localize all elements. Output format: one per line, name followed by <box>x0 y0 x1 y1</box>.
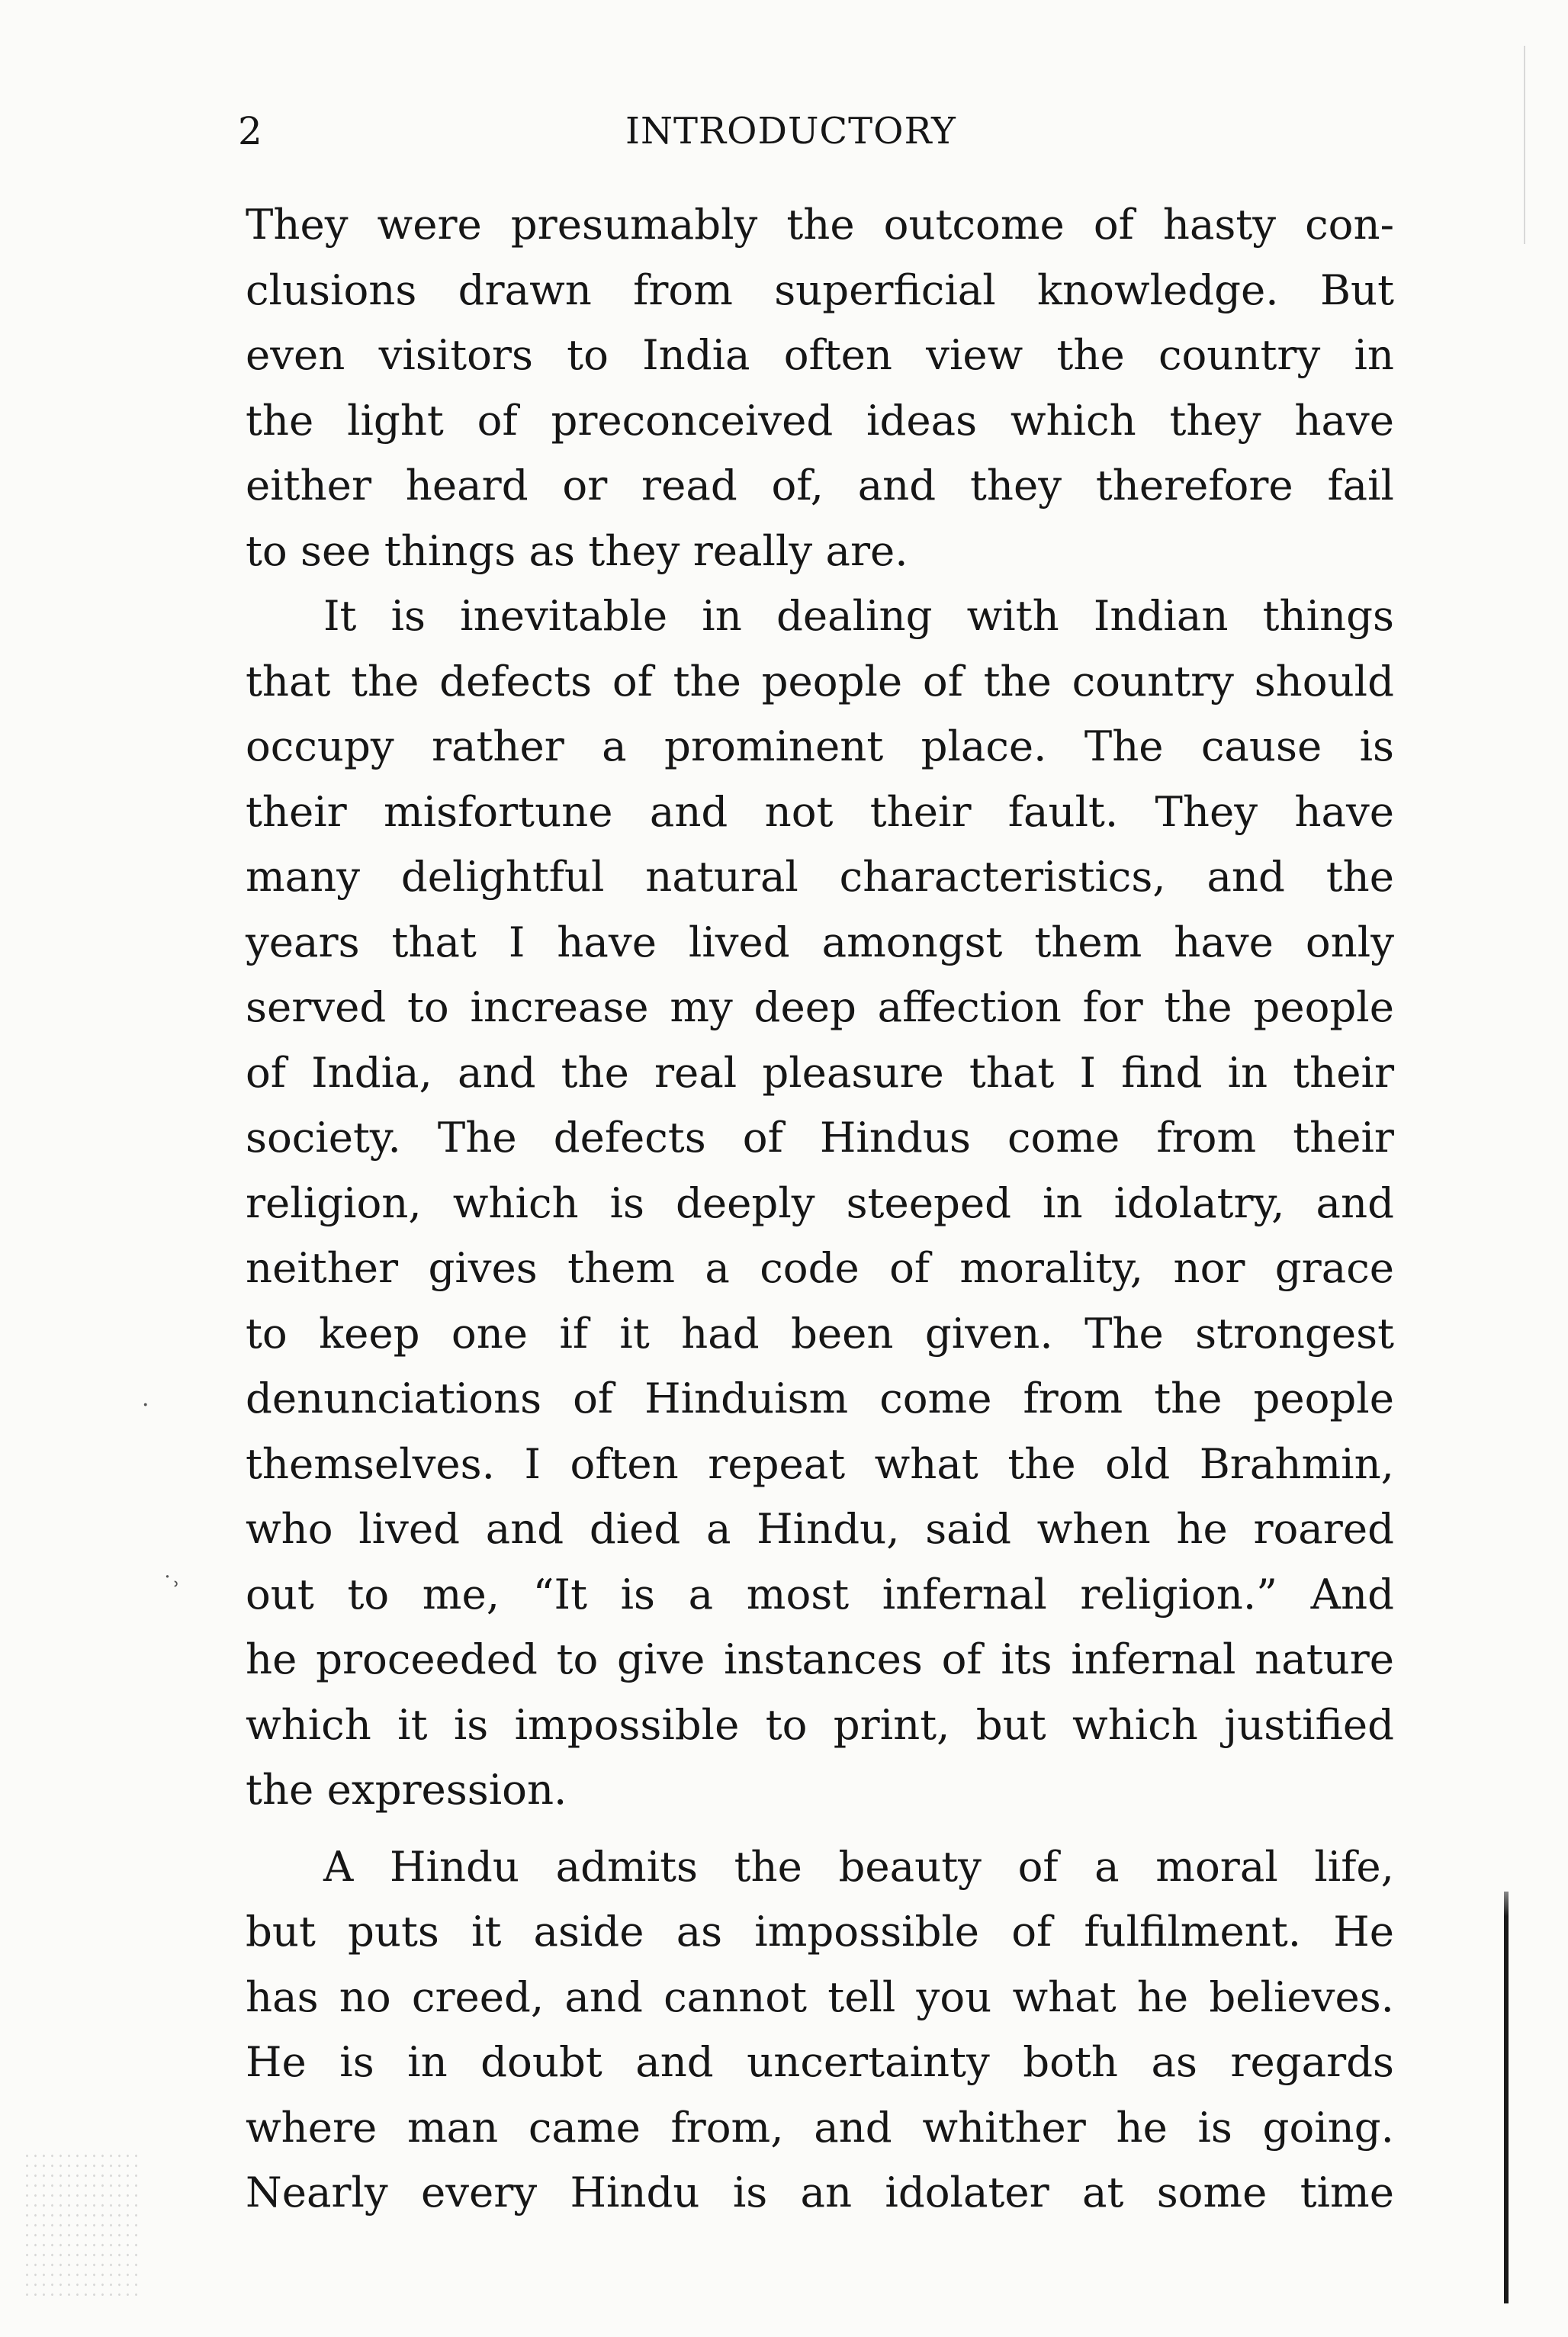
text-line: occupy rather a prominent place. The cause is <box>246 722 1394 770</box>
text-line: clusions drawn from superficial knowledge. But <box>246 265 1394 314</box>
text-line: where man came from, and whither he is going. <box>246 2102 1394 2152</box>
text-line: They were presumably the outcome of hasty con- <box>246 200 1394 249</box>
text-line: It is inevitable in dealing with Indian things <box>323 591 1394 640</box>
text-line: the light of preconceived ideas which they have <box>246 395 1394 445</box>
text-line: A Hindu admits the beauty of a moral life, <box>323 1841 1394 1891</box>
text-line: years that I have lived amongst them have only <box>246 917 1394 966</box>
page-edge-faint <box>1524 46 1525 244</box>
text-line: many delightful natural characteristics, and the <box>246 852 1394 901</box>
text-line: to see things as they really are. <box>246 526 908 575</box>
margin-tick-mark: ˙˒ <box>162 1572 181 1599</box>
running-head: INTRODUCTORY <box>625 110 956 153</box>
text-line: he proceeded to give instances of its infernal nature <box>246 1635 1394 1683</box>
text-line: but puts it aside as impossible of fulfilment. He <box>246 1907 1394 1956</box>
text-line: who lived and died a Hindu, said when he roared <box>246 1504 1394 1553</box>
text-line: either heard or read of, and they therefore fail <box>246 461 1394 510</box>
text-line: served to increase my deep affection for the people <box>246 982 1394 1031</box>
page-number: 2 <box>238 109 262 153</box>
text-line: Nearly every Hindu is an idolater at some time <box>246 2168 1394 2216</box>
text-line: to keep one if it had been given. The strongest <box>246 1308 1394 1358</box>
text-line: which it is impossible to print, but which justified <box>246 1699 1394 1749</box>
text-line: the expression. <box>246 1765 567 1814</box>
scan-speckle <box>23 2151 137 2296</box>
text-line: neither gives them a code of morality, nor grace <box>246 1243 1394 1292</box>
text-line: He is in doubt and uncertainty both as regards <box>246 2037 1394 2086</box>
text-line: even visitors to India often view the country in <box>246 330 1394 379</box>
text-line: society. The defects of Hindus come from their <box>246 1113 1394 1162</box>
text-line: that the defects of the people of the country should <box>246 656 1394 706</box>
text-line: themselves. I often repeat what the old Brahmin, <box>246 1439 1394 1488</box>
text-line: out to me, “It is a most infernal religion.” And <box>246 1569 1394 1619</box>
paragraph-gap <box>246 1823 1394 1834</box>
text-line: their misfortune and not their fault. They have <box>246 786 1394 836</box>
page-edge-shadow <box>1504 1892 1509 2303</box>
text-line: of India, and the real pleasure that I find in their <box>246 1047 1394 1097</box>
margin-dot-mark: · <box>142 1392 149 1419</box>
text-line: has no creed, and cannot tell you what he believes. <box>246 1972 1394 2021</box>
body-text <box>246 192 1394 2226</box>
text-line: denunciations of Hinduism come from the people <box>246 1374 1394 1422</box>
text-line: religion, which is deeply steeped in idolatry, and <box>246 1178 1394 1227</box>
